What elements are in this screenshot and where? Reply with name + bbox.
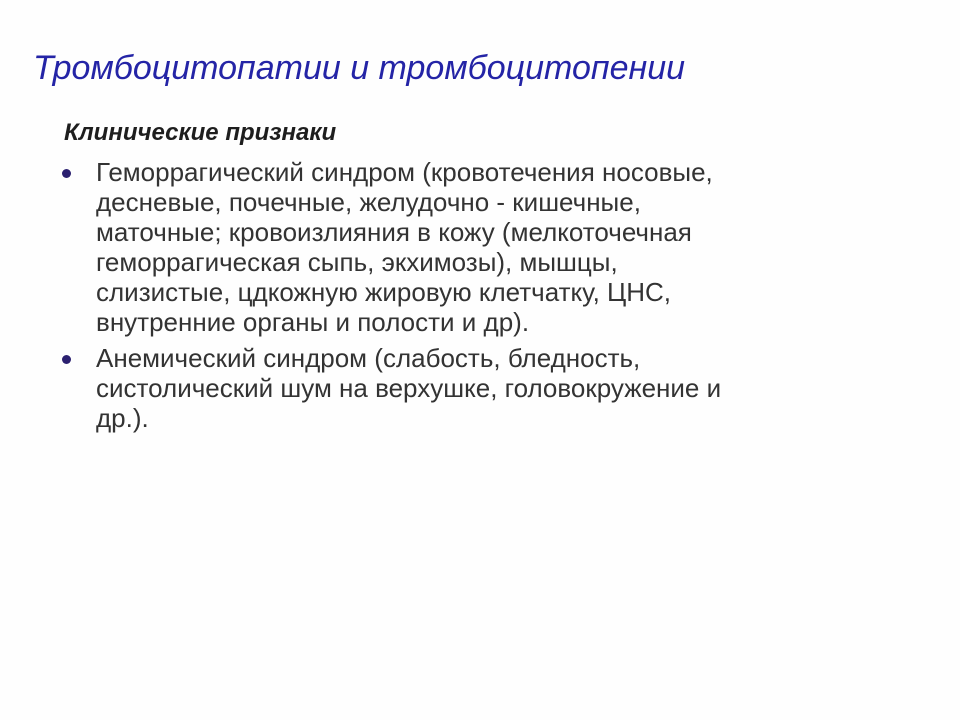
bullet-item-hemorrhagic: [56, 157, 916, 337]
bullet-list: [56, 157, 916, 439]
bullet-dot-icon: [62, 169, 71, 178]
section-heading: Клинические признаки: [64, 119, 337, 146]
bullet-text: Геморрагический синдром (кровотечения носовые, десневые, почечные, желудочно - кишечные, маточные; кровоизлияния в кожу (мелкоточечная геморрагическая сыпь, экхимозы), мышцы, слизистые, цдкожную жировую клетчатку, ЦНС, внутренние органы и полости и др).: [96, 157, 713, 337]
bullet-item-anemic: [56, 343, 916, 433]
slide-title: Тромбоцитопатии и тромбоцитопении: [33, 49, 686, 87]
bullet-dot-icon: [62, 355, 71, 364]
bullet-text: Анемический синдром (слабость, бледность, систолический шум на верхушке, головокружение и др.).: [96, 343, 722, 433]
